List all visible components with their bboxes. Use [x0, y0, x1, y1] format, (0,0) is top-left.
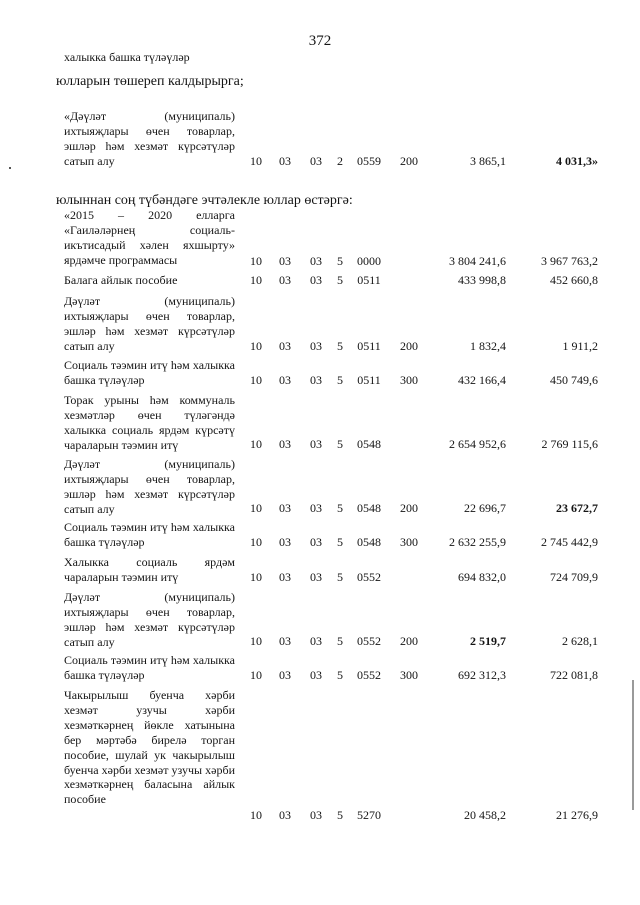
cell-amount-2: 21 276,9 [556, 808, 598, 822]
cell-code: 5 [337, 273, 343, 287]
scan-speck [9, 167, 11, 169]
cell-code: 0511 [357, 273, 381, 287]
cell-amount-2: 4 031,3» [556, 154, 598, 168]
cell-amount-1: 433 998,8 [458, 273, 506, 287]
cell-code: 300 [400, 668, 418, 682]
cell-code: 5270 [357, 808, 381, 822]
cell-code: 0000 [357, 254, 381, 268]
cell-code: 5 [337, 437, 343, 451]
row-label: Социаль тәэмин итү һәм халыкка башка түләүләр [64, 653, 235, 682]
cell-code: 10 [250, 254, 262, 268]
cell-amount-1: 2 654 952,6 [449, 437, 506, 451]
cell-code: 200 [400, 339, 418, 353]
cell-code: 03 [279, 535, 291, 549]
cell-code: 5 [337, 808, 343, 822]
row-label: Халыкка социаль ярдәм чараларын тәэмин итү [64, 555, 235, 584]
cell-code: 10 [250, 273, 262, 287]
row-label: Торак урыны һәм коммуналь хезмәтләр өчен түләгәндә халыкка социаль ярдәм күрсәтү чараларын тәэмин итү [64, 393, 235, 452]
scan-edge-line [632, 680, 634, 810]
cell-code: 03 [310, 373, 322, 387]
cell-code: 10 [250, 339, 262, 353]
cell-code: 03 [310, 808, 322, 822]
row-label: Социаль тәэмин итү һәм халыкка башка түләүләр [64, 358, 235, 387]
cell-code: 0511 [357, 339, 381, 353]
cell-amount-2: 724 709,9 [550, 570, 598, 584]
cell-code: 03 [310, 634, 322, 648]
row-label: Дәүләт (муниципаль) ихтыяҗлары өчен товарлар, эшләр һәм хезмәт күрсәтүләр сатып алу [64, 590, 235, 649]
cell-code: 10 [250, 535, 262, 549]
cell-code: 5 [337, 535, 343, 549]
intro-text: юлларын төшереп калдырырга; [56, 74, 244, 89]
cell-code: 300 [400, 373, 418, 387]
cell-code: 300 [400, 535, 418, 549]
cell-code: 03 [279, 339, 291, 353]
cell-code: 5 [337, 501, 343, 515]
cell-amount-1: 1 832,4 [470, 339, 506, 353]
cell-amount-1: 432 166,4 [458, 373, 506, 387]
cell-code: 5 [337, 668, 343, 682]
cell-code: 10 [250, 808, 262, 822]
cell-code: 10 [250, 373, 262, 387]
cell-code: 03 [279, 668, 291, 682]
cell-amount-1: 3 865,1 [470, 154, 506, 168]
cell-amount-1: 692 312,3 [458, 668, 506, 682]
cell-code: 03 [279, 570, 291, 584]
cell-amount-1: 3 804 241,6 [449, 254, 506, 268]
cell-code: 03 [279, 437, 291, 451]
cell-code: 10 [250, 634, 262, 648]
row-label: Дәүләт (муниципаль) ихтыяҗлары өчен товарлар, эшләр һәм хезмәт күрсәтүләр сатып алу [64, 294, 235, 353]
row-label: «2015 – 2020 елларга «Гаиләләрнең социаль-икътисадый хәлен яхшырту» ярдәмче программасы [64, 208, 235, 267]
cell-code: 0552 [357, 668, 381, 682]
cell-code: 03 [279, 501, 291, 515]
cell-code: 0511 [357, 373, 381, 387]
cell-code: 200 [400, 501, 418, 515]
cell-code: 10 [250, 154, 262, 168]
cell-code: 10 [250, 437, 262, 451]
cell-code: 5 [337, 339, 343, 353]
cell-code: 03 [279, 273, 291, 287]
cell-code: 10 [250, 668, 262, 682]
cell-code: 5 [337, 254, 343, 268]
cell-code: 03 [310, 273, 322, 287]
row-label: «Дәүләт (муниципаль) ихтыяҗлары өчен товарлар, эшләр һәм хезмәт күрсәтүләр сатып алу [64, 109, 235, 168]
cell-code: 5 [337, 634, 343, 648]
row-label: Социаль тәэмин итү һәм халыкка башка түләүләр [64, 520, 235, 549]
cell-amount-1: 2 519,7 [470, 634, 506, 648]
cell-amount-2: 450 749,6 [550, 373, 598, 387]
cell-amount-1: 20 458,2 [464, 808, 506, 822]
cell-code: 03 [310, 154, 322, 168]
row-label: Балага айлык пособие [64, 273, 178, 287]
cell-code: 03 [310, 570, 322, 584]
cell-code: 03 [310, 535, 322, 549]
cell-code: 0548 [357, 535, 381, 549]
cell-code: 03 [310, 254, 322, 268]
cell-code: 03 [310, 437, 322, 451]
cell-code: 0548 [357, 501, 381, 515]
cell-code: 03 [279, 373, 291, 387]
cell-amount-1: 2 632 255,9 [449, 535, 506, 549]
cell-code: 03 [310, 501, 322, 515]
cell-code: 0552 [357, 634, 381, 648]
cell-code: 200 [400, 154, 418, 168]
cell-code: 03 [310, 339, 322, 353]
cell-amount-2: 452 660,8 [550, 273, 598, 287]
cell-amount-2: 1 911,2 [562, 339, 598, 353]
cell-code: 0559 [357, 154, 381, 168]
cell-code: 03 [279, 808, 291, 822]
cell-amount-2: 3 967 763,2 [541, 254, 598, 268]
cell-amount-2: 2 628,1 [562, 634, 598, 648]
after-text: юлыннан соң түбәндәге эчтәлекле юллар өстәргә: [56, 193, 353, 208]
cell-code: 03 [310, 668, 322, 682]
row-label: Дәүләт (муниципаль) ихтыяҗлары өчен товарлар, эшләр һәм хезмәт күрсәтүләр сатып алу [64, 457, 235, 516]
header-text: халыкка башка түләүләр [64, 50, 190, 64]
cell-code: 2 [337, 154, 343, 168]
cell-amount-2: 23 672,7 [556, 501, 598, 515]
cell-amount-1: 694 832,0 [458, 570, 506, 584]
cell-code: 5 [337, 373, 343, 387]
cell-amount-2: 722 081,8 [550, 668, 598, 682]
page-number: 372 [308, 33, 332, 49]
cell-code: 0548 [357, 437, 381, 451]
cell-amount-1: 22 696,7 [464, 501, 506, 515]
row-label: Чакырылыш буенча хәрби хезмәт узучы хәрби хезмәткәрнең йөкле хатынына бер мәртәбә бирелә торган пособие, шулай ук чакырылыш буенча хәрби хезмәт узучы хәрби хезмәткәрнең баласына айлык пособие [64, 688, 235, 807]
cell-code: 03 [279, 154, 291, 168]
cell-code: 0552 [357, 570, 381, 584]
cell-code: 200 [400, 634, 418, 648]
cell-code: 03 [279, 254, 291, 268]
cell-code: 03 [279, 634, 291, 648]
cell-code: 10 [250, 570, 262, 584]
cell-amount-2: 2 769 115,6 [541, 437, 598, 451]
cell-code: 10 [250, 501, 262, 515]
cell-code: 5 [337, 570, 343, 584]
cell-amount-2: 2 745 442,9 [541, 535, 598, 549]
